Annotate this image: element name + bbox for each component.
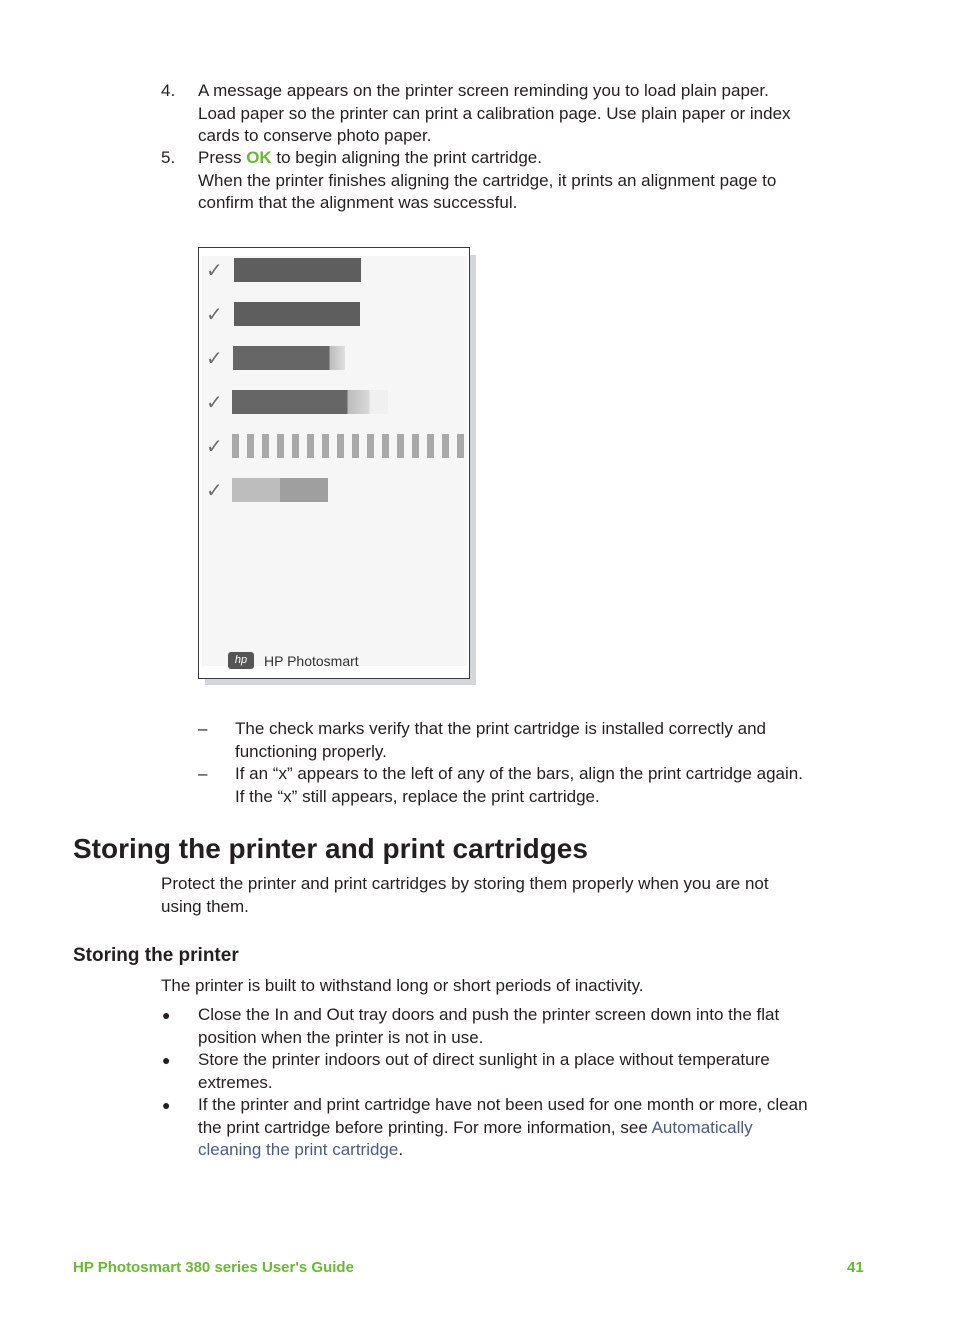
bullet-icon: ● bbox=[162, 1052, 171, 1068]
text-line: confirm that the alignment was successful. bbox=[198, 193, 518, 212]
text-fragment: to begin aligning the print cartridge. bbox=[271, 148, 542, 167]
text-fragment: Press bbox=[198, 148, 247, 167]
text-line: If the “x” still appears, replace the print cartridge. bbox=[235, 786, 600, 806]
step-number: 4. bbox=[161, 81, 176, 100]
alignment-bar bbox=[234, 258, 361, 282]
section-intro bbox=[161, 873, 769, 918]
text-fragment: . bbox=[398, 1140, 404, 1159]
text-line: The check marks verify that the print cartridge is installed correctly and bbox=[235, 719, 766, 738]
note-dash: – bbox=[198, 764, 208, 783]
text-line bbox=[198, 147, 776, 170]
alignment-page-figure bbox=[198, 247, 470, 679]
check-mark-icon: ✓ bbox=[206, 434, 223, 458]
text-line bbox=[198, 1117, 808, 1140]
note-text bbox=[235, 718, 766, 763]
text-line: Load paper so the printer can print a calibration page. Use plain paper or index bbox=[198, 103, 791, 123]
check-mark-icon: ✓ bbox=[206, 302, 223, 326]
step-number: 5. bbox=[161, 148, 176, 167]
hp-logo bbox=[228, 652, 359, 669]
text-line: using them. bbox=[161, 896, 249, 916]
footer-title: HP Photosmart 380 series User's Guide bbox=[73, 1259, 354, 1276]
text-line: cards to conserve photo paper. bbox=[198, 126, 432, 145]
subsection-intro: The printer is built to withstand long or short periods of inactivity. bbox=[161, 976, 644, 995]
bullet-text bbox=[198, 1094, 808, 1162]
bullet-icon: ● bbox=[162, 1007, 171, 1023]
alignment-bar bbox=[232, 390, 388, 414]
hp-logo-text: HP Photosmart bbox=[264, 652, 359, 669]
text-line: If the printer and print cartridge have not been used for one month or more, clean bbox=[198, 1095, 808, 1114]
alignment-pattern-bar bbox=[232, 434, 466, 458]
subsection-title: Storing the printer bbox=[73, 945, 239, 966]
ok-key-label: OK bbox=[246, 148, 272, 167]
text-line: Store the printer indoors out of direct sunlight in a place without temperature bbox=[198, 1050, 770, 1069]
step-4-text bbox=[198, 80, 791, 148]
alignment-bar bbox=[234, 302, 360, 326]
text-line: Close the In and Out tray doors and push the printer screen down into the flat bbox=[198, 1005, 780, 1024]
text-line: extremes. bbox=[198, 1072, 273, 1092]
bullet-icon: ● bbox=[162, 1097, 171, 1113]
text-line: A message appears on the printer screen reminding you to load plain paper. bbox=[198, 81, 769, 100]
text-line: When the printer finishes aligning the cartridge, it prints an alignment page to bbox=[198, 170, 777, 190]
text-fragment: the print cartridge before printing. For more information, see bbox=[198, 1117, 652, 1137]
check-mark-icon: ✓ bbox=[206, 478, 223, 502]
page-number: 41 bbox=[847, 1259, 864, 1276]
text-line: functioning properly. bbox=[235, 741, 387, 761]
step-5-text bbox=[198, 147, 776, 215]
check-mark-icon: ✓ bbox=[206, 390, 223, 414]
section-title: Storing the printer and print cartridges bbox=[73, 833, 588, 864]
check-mark-icon: ✓ bbox=[206, 346, 223, 370]
bullet-text bbox=[198, 1049, 770, 1094]
alignment-bar bbox=[232, 478, 328, 502]
text-line: Protect the printer and print cartridges by storing them properly when you are not bbox=[161, 874, 769, 893]
alignment-bar bbox=[233, 346, 345, 370]
hp-logo-mark: hp bbox=[228, 652, 254, 669]
note-dash: – bbox=[198, 719, 208, 738]
cleaning-link[interactable]: cleaning the print cartridge bbox=[198, 1140, 399, 1159]
alignment-page bbox=[202, 256, 467, 669]
note-text bbox=[235, 763, 803, 808]
text-line: position when the printer is not in use. bbox=[198, 1027, 484, 1047]
cleaning-link[interactable]: Automatically bbox=[651, 1117, 753, 1137]
text-line: If an “x” appears to the left of any of the bars, align the print cartridge again. bbox=[235, 764, 803, 783]
text-line bbox=[198, 1139, 808, 1162]
bullet-text bbox=[198, 1004, 779, 1049]
check-mark-icon: ✓ bbox=[206, 258, 223, 282]
